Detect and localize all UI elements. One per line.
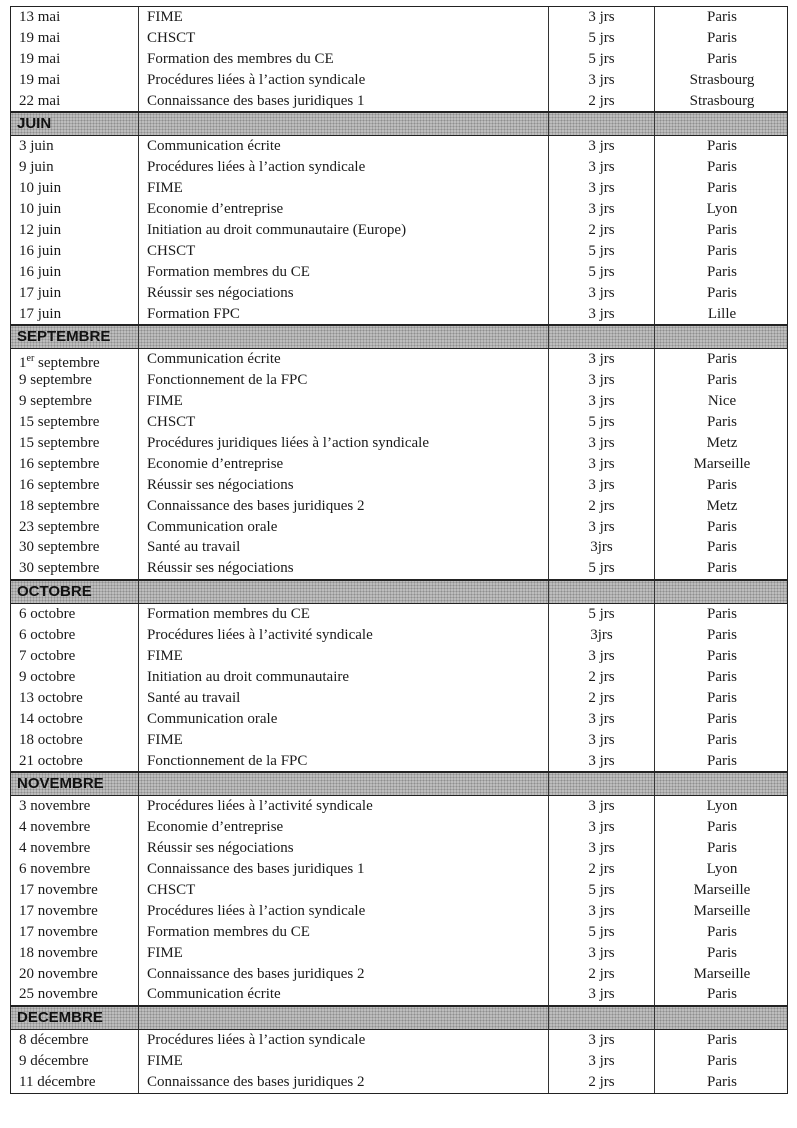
date-cell: 19 mai bbox=[11, 70, 139, 91]
table-row bbox=[11, 28, 787, 49]
course-title-cell: Réussir ses négociations bbox=[139, 838, 549, 859]
month-header-filler bbox=[655, 1007, 789, 1029]
date-cell: 7 octobre bbox=[11, 646, 139, 667]
month-section bbox=[10, 325, 788, 580]
course-title-cell: Economie d’entreprise bbox=[139, 199, 549, 220]
date-cell: 4 novembre bbox=[11, 838, 139, 859]
table-row bbox=[11, 433, 787, 454]
month-header-filler bbox=[655, 113, 789, 135]
table-row bbox=[11, 70, 787, 91]
duration-cell: 3 jrs bbox=[549, 433, 655, 454]
table-row bbox=[11, 496, 787, 517]
city-cell: Paris bbox=[707, 606, 737, 623]
course-title-cell: Initiation au droit communautaire bbox=[139, 667, 549, 688]
date-cell: 10 juin bbox=[11, 178, 139, 199]
month-header-filler bbox=[139, 1007, 549, 1029]
month-header bbox=[11, 580, 787, 604]
city-cell: Paris bbox=[707, 1053, 737, 1070]
date-cell: 1er septembre bbox=[11, 349, 139, 370]
date-cell: 17 novembre bbox=[11, 901, 139, 922]
duration-cell: 3 jrs bbox=[549, 796, 655, 817]
course-title-cell: Fonctionnement de la FPC bbox=[139, 370, 549, 391]
duration-cell: 2 jrs bbox=[549, 688, 655, 709]
duration-cell: 2 jrs bbox=[549, 220, 655, 241]
table-row bbox=[11, 370, 787, 391]
course-title-cell: Procédures liées à l’action syndicale bbox=[139, 157, 549, 178]
course-title-cell: Santé au travail bbox=[139, 688, 549, 709]
month-header bbox=[11, 325, 787, 349]
date-cell: 20 novembre bbox=[11, 964, 139, 985]
city-cell: Metz bbox=[706, 435, 738, 452]
city-cell: Paris bbox=[707, 222, 737, 239]
date-cell: 14 octobre bbox=[11, 709, 139, 730]
table-row bbox=[11, 304, 787, 325]
date-cell: 3 novembre bbox=[11, 796, 139, 817]
duration-cell: 5 jrs bbox=[549, 558, 655, 579]
course-title-cell: Communication orale bbox=[139, 517, 549, 538]
duration-cell: 2 jrs bbox=[549, 496, 655, 517]
duration-cell: 3jrs bbox=[549, 537, 655, 558]
city-cell: Paris bbox=[707, 668, 737, 685]
course-title-cell: Formation membres du CE bbox=[139, 922, 549, 943]
table-row bbox=[11, 688, 787, 709]
table-row bbox=[11, 922, 787, 943]
course-title-cell: Procédures liées à l’action syndicale bbox=[139, 901, 549, 922]
course-title-cell: Economie d’entreprise bbox=[139, 454, 549, 475]
table-row bbox=[11, 625, 787, 646]
course-title-cell: Procédures liées à l’activité syndicale bbox=[139, 625, 549, 646]
table-row bbox=[11, 91, 787, 112]
duration-cell: 3jrs bbox=[549, 625, 655, 646]
course-title-cell: Santé au travail bbox=[139, 537, 549, 558]
month-header-filler bbox=[549, 113, 655, 135]
course-title-cell: Connaissance des bases juridiques 2 bbox=[139, 1072, 549, 1093]
course-title-cell: Initiation au droit communautaire (Europe) bbox=[139, 220, 549, 241]
city-cell: Paris bbox=[707, 9, 737, 25]
city-cell: Paris bbox=[707, 731, 737, 748]
table-row bbox=[11, 199, 787, 220]
city-cell: Paris bbox=[707, 242, 737, 259]
table-row bbox=[11, 136, 787, 157]
city-cell: Nice bbox=[707, 393, 737, 410]
city-cell: Paris bbox=[707, 560, 737, 577]
date-cell: 8 décembre bbox=[11, 1030, 139, 1051]
table-row bbox=[11, 751, 787, 772]
city-cell: Paris bbox=[707, 1032, 737, 1049]
month-section bbox=[10, 580, 788, 772]
course-title-cell: Réussir ses négociations bbox=[139, 558, 549, 579]
duration-cell: 3 jrs bbox=[549, 646, 655, 667]
city-cell: Paris bbox=[707, 476, 737, 493]
duration-cell: 3 jrs bbox=[549, 7, 655, 28]
course-title-cell: FIME bbox=[139, 730, 549, 751]
table-row bbox=[11, 1051, 787, 1072]
course-title-cell: Fonctionnement de la FPC bbox=[139, 751, 549, 772]
date-cell: 9 septembre bbox=[11, 391, 139, 412]
date-cell: 17 novembre bbox=[11, 922, 139, 943]
duration-cell: 3 jrs bbox=[549, 157, 655, 178]
city-cell: Paris bbox=[707, 351, 737, 368]
table-row bbox=[11, 604, 787, 625]
city-cell: Paris bbox=[707, 840, 737, 857]
table-row bbox=[11, 517, 787, 538]
date-cell: 6 octobre bbox=[11, 604, 139, 625]
city-cell: Marseille bbox=[693, 965, 751, 982]
table-row bbox=[11, 817, 787, 838]
table-row bbox=[11, 178, 787, 199]
table-row bbox=[11, 283, 787, 304]
date-cell: 4 novembre bbox=[11, 817, 139, 838]
duration-cell: 2 jrs bbox=[549, 859, 655, 880]
table-row bbox=[11, 943, 787, 964]
duration-cell: 3 jrs bbox=[549, 349, 655, 370]
table-row bbox=[11, 880, 787, 901]
duration-cell: 3 jrs bbox=[549, 304, 655, 325]
date-cell: 16 juin bbox=[11, 262, 139, 283]
table-row bbox=[11, 391, 787, 412]
city-cell: Strasbourg bbox=[689, 92, 755, 109]
city-cell: Marseille bbox=[693, 902, 751, 919]
city-cell: Paris bbox=[707, 180, 737, 197]
duration-cell: 2 jrs bbox=[549, 1072, 655, 1093]
month-header-filler bbox=[549, 773, 655, 795]
date-cell: 16 juin bbox=[11, 241, 139, 262]
table-row bbox=[11, 859, 787, 880]
table-row bbox=[11, 157, 787, 178]
course-title-cell: Connaissance des bases juridiques 2 bbox=[139, 964, 549, 985]
month-header-filler bbox=[549, 581, 655, 603]
month-section bbox=[10, 1006, 788, 1094]
month-label: SEPTEMBRE bbox=[11, 326, 139, 348]
month-header-filler bbox=[139, 326, 549, 348]
city-cell: Paris bbox=[707, 284, 737, 301]
month-label: DECEMBRE bbox=[11, 1007, 139, 1029]
city-cell: Paris bbox=[707, 648, 737, 665]
duration-cell: 3 jrs bbox=[549, 70, 655, 91]
city-cell: Metz bbox=[706, 497, 738, 514]
duration-cell: 3 jrs bbox=[549, 943, 655, 964]
duration-cell: 3 jrs bbox=[549, 136, 655, 157]
month-section bbox=[10, 6, 788, 112]
month-label: JUIN bbox=[11, 113, 139, 135]
city-cell: Paris bbox=[707, 414, 737, 431]
course-title-cell: FIME bbox=[139, 943, 549, 964]
date-cell: 9 octobre bbox=[11, 667, 139, 688]
date-cell: 6 octobre bbox=[11, 625, 139, 646]
course-title-cell: Procédures liées à l’activité syndicale bbox=[139, 796, 549, 817]
duration-cell: 3 jrs bbox=[549, 901, 655, 922]
city-cell: Marseille bbox=[693, 455, 751, 472]
month-header-filler bbox=[655, 326, 789, 348]
training-schedule-table bbox=[10, 6, 788, 1094]
city-cell: Paris bbox=[707, 372, 737, 389]
city-cell: Paris bbox=[707, 710, 737, 727]
table-row bbox=[11, 964, 787, 985]
duration-cell: 3 jrs bbox=[549, 817, 655, 838]
table-row bbox=[11, 7, 787, 28]
city-cell: Paris bbox=[707, 159, 737, 176]
city-cell: Paris bbox=[707, 50, 737, 67]
table-row bbox=[11, 262, 787, 283]
table-row bbox=[11, 220, 787, 241]
course-title-cell: FIME bbox=[139, 7, 549, 28]
city-cell: Paris bbox=[707, 518, 737, 535]
course-title-cell: Formation FPC bbox=[139, 304, 549, 325]
duration-cell: 5 jrs bbox=[549, 262, 655, 283]
date-cell: 16 septembre bbox=[11, 475, 139, 496]
duration-cell: 3 jrs bbox=[549, 517, 655, 538]
month-header-filler bbox=[139, 773, 549, 795]
course-title-cell: Réussir ses négociations bbox=[139, 475, 549, 496]
date-cell: 11 décembre bbox=[11, 1072, 139, 1093]
duration-cell: 3 jrs bbox=[549, 454, 655, 475]
city-cell: Paris bbox=[707, 923, 737, 940]
duration-cell: 3 jrs bbox=[549, 1030, 655, 1051]
city-cell: Paris bbox=[707, 29, 737, 46]
month-label: OCTOBRE bbox=[11, 581, 139, 603]
date-cell: 16 septembre bbox=[11, 454, 139, 475]
city-cell: Lyon bbox=[706, 201, 738, 218]
city-cell: Paris bbox=[707, 263, 737, 280]
course-title-cell: Communication orale bbox=[139, 709, 549, 730]
duration-cell: 5 jrs bbox=[549, 880, 655, 901]
table-row bbox=[11, 796, 787, 817]
course-title-cell: FIME bbox=[139, 646, 549, 667]
duration-cell: 2 jrs bbox=[549, 91, 655, 112]
table-row bbox=[11, 1030, 787, 1051]
date-cell: 18 septembre bbox=[11, 496, 139, 517]
duration-cell: 5 jrs bbox=[549, 922, 655, 943]
course-title-cell: Connaissance des bases juridiques 1 bbox=[139, 91, 549, 112]
date-cell: 23 septembre bbox=[11, 517, 139, 538]
city-cell: Paris bbox=[707, 539, 737, 556]
course-title-cell: Economie d’entreprise bbox=[139, 817, 549, 838]
month-header-filler bbox=[549, 326, 655, 348]
course-title-cell: CHSCT bbox=[139, 241, 549, 262]
table-row bbox=[11, 558, 787, 579]
duration-cell: 3 jrs bbox=[549, 370, 655, 391]
course-title-cell: Formation membres du CE bbox=[139, 604, 549, 625]
duration-cell: 5 jrs bbox=[549, 604, 655, 625]
table-row bbox=[11, 646, 787, 667]
table-row bbox=[11, 709, 787, 730]
duration-cell: 2 jrs bbox=[549, 964, 655, 985]
month-label: NOVEMBRE bbox=[11, 773, 139, 795]
date-cell: 21 octobre bbox=[11, 751, 139, 772]
month-header bbox=[11, 112, 787, 136]
duration-cell: 3 jrs bbox=[549, 199, 655, 220]
duration-cell: 5 jrs bbox=[549, 49, 655, 70]
course-title-cell: Formation membres du CE bbox=[139, 262, 549, 283]
date-cell: 17 novembre bbox=[11, 880, 139, 901]
month-header-filler bbox=[139, 113, 549, 135]
date-cell: 6 novembre bbox=[11, 859, 139, 880]
course-title-cell: Connaissance des bases juridiques 1 bbox=[139, 859, 549, 880]
date-cell: 19 mai bbox=[11, 28, 139, 49]
city-cell: Lyon bbox=[706, 861, 738, 878]
date-cell: 19 mai bbox=[11, 49, 139, 70]
city-cell: Paris bbox=[707, 138, 737, 155]
month-header-filler bbox=[655, 581, 789, 603]
month-header bbox=[11, 772, 787, 796]
city-cell: Paris bbox=[707, 752, 737, 769]
course-title-cell: Formation des membres du CE bbox=[139, 49, 549, 70]
duration-cell: 3 jrs bbox=[549, 984, 655, 1005]
course-title-cell: Communication écrite bbox=[139, 349, 549, 370]
course-title-cell: Communication écrite bbox=[139, 136, 549, 157]
duration-cell: 3 jrs bbox=[549, 283, 655, 304]
date-cell: 15 septembre bbox=[11, 412, 139, 433]
date-cell: 17 juin bbox=[11, 304, 139, 325]
duration-cell: 3 jrs bbox=[549, 391, 655, 412]
date-cell: 30 septembre bbox=[11, 537, 139, 558]
date-cell: 18 novembre bbox=[11, 943, 139, 964]
duration-cell: 3 jrs bbox=[549, 751, 655, 772]
table-row bbox=[11, 984, 787, 1005]
month-header-filler bbox=[139, 581, 549, 603]
duration-cell: 5 jrs bbox=[549, 412, 655, 433]
city-cell: Paris bbox=[707, 689, 737, 706]
date-cell: 13 octobre bbox=[11, 688, 139, 709]
date-cell: 22 mai bbox=[11, 91, 139, 112]
month-section bbox=[10, 772, 788, 1006]
duration-cell: 5 jrs bbox=[549, 28, 655, 49]
table-row bbox=[11, 537, 787, 558]
date-cell: 9 septembre bbox=[11, 370, 139, 391]
date-cell: 10 juin bbox=[11, 199, 139, 220]
date-cell: 13 mai bbox=[11, 7, 139, 28]
course-title-cell: Réussir ses négociations bbox=[139, 283, 549, 304]
duration-cell: 3 jrs bbox=[549, 838, 655, 859]
city-cell: Strasbourg bbox=[689, 71, 755, 88]
course-title-cell: FIME bbox=[139, 1051, 549, 1072]
duration-cell: 3 jrs bbox=[549, 730, 655, 751]
course-title-cell: Procédures liées à l’action syndicale bbox=[139, 1030, 549, 1051]
course-title-cell: FIME bbox=[139, 391, 549, 412]
table-row bbox=[11, 412, 787, 433]
course-title-cell: Procédures liées à l’action syndicale bbox=[139, 70, 549, 91]
duration-cell: 2 jrs bbox=[549, 667, 655, 688]
city-cell: Paris bbox=[707, 986, 737, 1003]
city-cell: Paris bbox=[707, 627, 737, 644]
city-cell: Paris bbox=[707, 944, 737, 961]
date-cell: 9 décembre bbox=[11, 1051, 139, 1072]
month-header-filler bbox=[549, 1007, 655, 1029]
course-title-cell: FIME bbox=[139, 178, 549, 199]
date-cell: 17 juin bbox=[11, 283, 139, 304]
city-cell: Lille bbox=[707, 305, 737, 322]
course-title-cell: CHSCT bbox=[139, 412, 549, 433]
course-title-cell: Procédures juridiques liées à l’action syndicale bbox=[139, 433, 549, 454]
city-cell: Lyon bbox=[706, 798, 738, 815]
duration-cell: 3 jrs bbox=[549, 475, 655, 496]
date-cell: 18 octobre bbox=[11, 730, 139, 751]
table-row bbox=[11, 667, 787, 688]
city-cell: Paris bbox=[707, 819, 737, 836]
course-title-cell: CHSCT bbox=[139, 28, 549, 49]
course-title-cell: Connaissance des bases juridiques 2 bbox=[139, 496, 549, 517]
table-row bbox=[11, 901, 787, 922]
date-cell: 15 septembre bbox=[11, 433, 139, 454]
date-cell: 9 juin bbox=[11, 157, 139, 178]
table-row bbox=[11, 349, 787, 370]
date-cell: 30 septembre bbox=[11, 558, 139, 579]
month-header-filler bbox=[655, 773, 789, 795]
date-cell: 25 novembre bbox=[11, 984, 139, 1005]
course-title-cell: CHSCT bbox=[139, 880, 549, 901]
table-row bbox=[11, 241, 787, 262]
table-row bbox=[11, 49, 787, 70]
table-row bbox=[11, 838, 787, 859]
date-cell: 3 juin bbox=[11, 136, 139, 157]
city-cell: Marseille bbox=[693, 881, 751, 898]
duration-cell: 5 jrs bbox=[549, 241, 655, 262]
duration-cell: 3 jrs bbox=[549, 1051, 655, 1072]
month-section bbox=[10, 112, 788, 325]
course-title-cell: Communication écrite bbox=[139, 984, 549, 1005]
date-cell: 12 juin bbox=[11, 220, 139, 241]
city-cell: Paris bbox=[707, 1074, 737, 1091]
duration-cell: 3 jrs bbox=[549, 178, 655, 199]
table-row bbox=[11, 1072, 787, 1093]
duration-cell: 3 jrs bbox=[549, 709, 655, 730]
table-row bbox=[11, 454, 787, 475]
month-header bbox=[11, 1006, 787, 1030]
table-row bbox=[11, 475, 787, 496]
table-row bbox=[11, 730, 787, 751]
